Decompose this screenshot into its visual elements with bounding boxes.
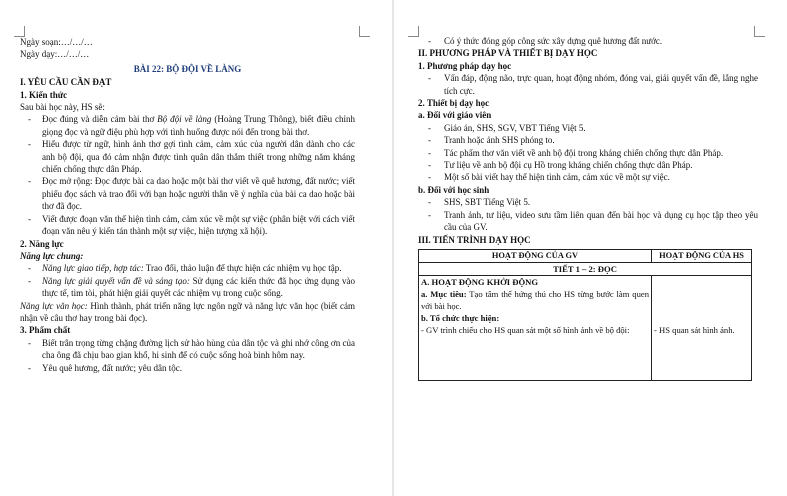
teacher-item: - Tác phẩm thơ văn viết về anh bộ đội trong kháng chiến chống thực dân Pháp. [428,147,724,158]
margin-mark-top-right [359,26,370,37]
header-teacher: HOẠT ĐỘNG CỦA GV [419,249,652,262]
literary-competence: Năng lực văn học: Hình thành, phát triển năng lực ngôn ngữ và năng lực văn học (biết cảm nhận về câu thơ hay trong bài đọc). [20,300,355,323]
organization-label: b. Tổ chức thực hiện: [421,312,500,323]
knowledge-item: - Đọc mở rộng: Đọc được bài ca dao hoặc một bài thơ viết về quê hương, đất nước; viết phiếu đọc sách và trao đổi với bạn hoặc người thân về ý nghĩa của bài ca dao hoặc bài thơ đã đọc. [28,176,355,212]
teacher-activity-cell [419,275,652,380]
competence-item: - Năng lực giao tiếp, hợp tác: Trao đổi, thảo luận để thực hiện các nhiệm vụ học tập. [28,263,342,274]
date-taught: Ngày dạy:…/…/… [20,49,90,60]
right-column [418,35,758,381]
student-item: - SHS, SBT Tiếng Việt 5. [428,197,531,208]
quality-item: - Biết trân trọng từng chặng đường lịch sử hào hùng của dân tộc và ghi nhớ công ơn của cha ông đã chịu bao gian khổ, hi sinh để có cuộc sống hoà bình hôm nay. [28,337,355,361]
competence-item: - Năng lực giải quyết vấn đề và sáng tạo: Sử dụng các kiến thức đã học ứng dụng vào thực tế, tìm tòi, phát hiện giải quyết các nhiệm vụ trong cuộc sống. [28,275,355,299]
activity-a-heading: A. HOẠT ĐỘNG KHỞI ĐỘNG [421,276,539,287]
table-header-row [419,249,752,262]
poem-title: Bộ đội về làng [157,114,212,125]
activity-table [418,249,752,381]
right-page [394,0,787,496]
teacher-action: - GV trình chiếu cho HS quan sát một số hình ảnh về bộ đội: [421,324,630,335]
table-row [419,275,752,380]
knowledge-item: - Viết được đoạn văn thể hiện tình cảm, cảm xúc về một sự việc (phân biệt với cách viết đoạn văn nêu ý kiến tán thành một sự việc, hiện tượng xã hội). [28,213,355,237]
lesson-title: BÀI 22: BỘ ĐỘI VỀ LÀNG [133,63,242,74]
table-row [419,262,752,275]
period-heading: TIẾT 1 – 2: ĐỌC [419,262,752,275]
teacher-item: - Tư liệu về anh bộ đội cụ Hồ trong kháng chiến chống thực dân Pháp. [428,160,693,171]
student-equipment-label: b. Đối với học sinh [418,184,490,195]
left-column [20,36,355,374]
teacher-item: - Một số bài viết hay thể hiện tình cảm, cảm xúc về một sự việc. [428,172,670,183]
header-student: HOẠT ĐỘNG CỦA HS [652,249,752,262]
heading-knowledge: 1. Kiến thức [20,89,68,100]
heading-competence: 2. Năng lực [20,238,64,249]
heading-qualities: 3. Phẩm chất [20,325,71,336]
section-procedure: III. TIẾN TRÌNH DẠY HỌC [418,234,531,245]
teacher-equipment-label: a. Đối với giáo viên [418,110,492,121]
heading-equipment: 2. Thiết bị dạy học [418,98,490,109]
knowledge-item: - Hiểu được từ ngữ, hình ảnh thơ gợi tình cảm, cảm xúc của người dân dành cho các anh bộ đội, qua đó cảm nhận được tình quân dân thắm thiết trong những năm kháng chiến chống thực dân Pháp. [28,139,355,175]
heading-methods: 1. Phương pháp dạy học [418,60,512,71]
teacher-item: - Tranh hoặc ảnh SHS phóng to. [428,135,555,146]
student-item: - Tranh ảnh, tư liệu, video sưu tầm liên quan đến bài học và dụng cụ học tập theo yêu cầu của GV. [428,209,758,233]
left-page [0,0,393,496]
quality-item: - Yêu quê hương, đất nước; yêu dân tộc. [28,362,182,373]
method-item: - Vấn đáp, động não, trực quan, hoạt động nhóm, đóng vai, giải quyết vấn đề, lắng nghe tích cực. [428,73,758,96]
intro-text: Sau bài học này, HS sẽ: [20,102,105,113]
quality-item: - Có ý thức đóng góp công sức xây dựng quê hương đất nước. [428,36,663,46]
section-methods: II. PHƯƠNG PHÁP VÀ THIẾT BỊ DẠY HỌC [418,48,598,59]
teacher-item: - Giáo án, SHS, SGV, VBT Tiếng Việt 5. [428,122,586,133]
student-action: - HS quan sát hình ảnh. [654,324,735,335]
date-prepared: Ngày soạn:…/…/… [20,37,93,47]
goal-text: a. Mục tiêu: Tạo tâm thế hứng thú cho HS từng bước làm quen với bài học. [421,288,649,311]
general-competence-label: Năng lực chung: [20,250,84,261]
student-activity-cell [652,275,752,380]
section-requirements: I. YÊU CẦU CẦN ĐẠT [20,77,112,88]
knowledge-item: - Đọc đúng và diễn cảm bài thơ Bộ đội về làng (Hoàng Trung Thông), biết điều chỉnh giọng đọc và ngữ điệu phù hợp với tình huống được nói đến trong bài thơ. [28,114,355,137]
